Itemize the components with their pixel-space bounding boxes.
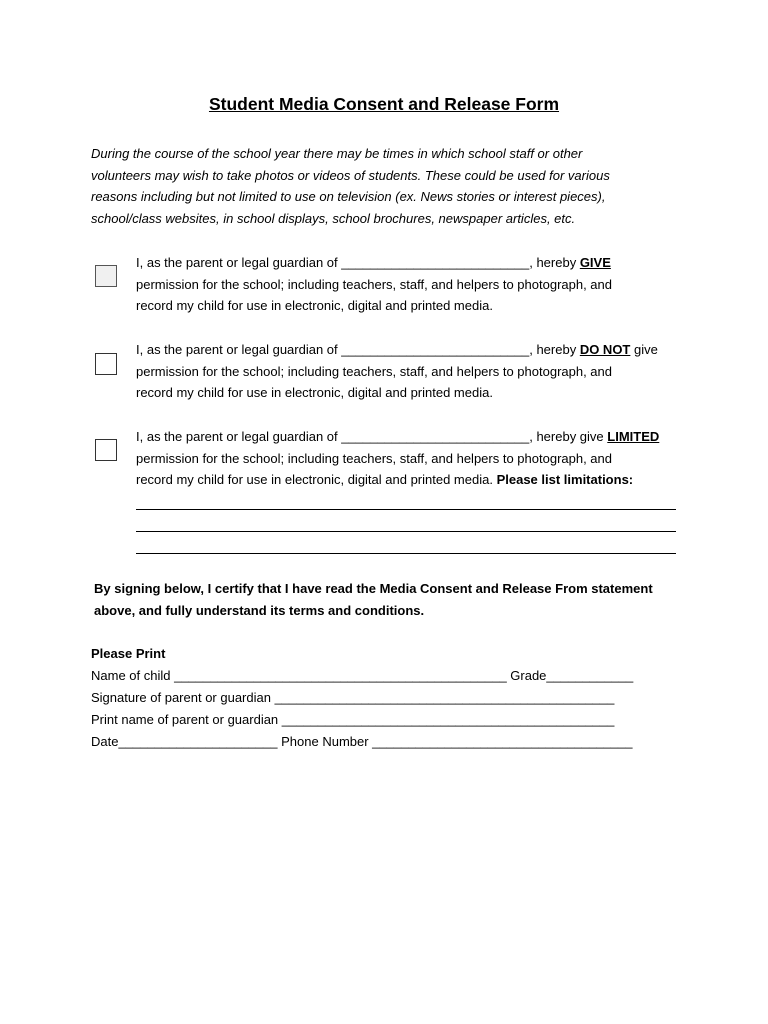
give-emphasis: GIVE [579, 255, 611, 270]
option-text: permission for the school; including teachers, staff, and helpers to photograph, and [136, 276, 612, 292]
intro-line: reasons including but not limited to use on television (ex. News stories or interest pieces), [91, 189, 606, 204]
intro-line: volunteers may wish to take photos or videos of students. These could be used for various [91, 167, 610, 183]
limitations-label: Please list limitations: [496, 472, 634, 488]
certification-statement [94, 578, 694, 621]
form-title: Student Media Consent and Release Form [208, 94, 560, 114]
please-print-heading: Please Print [91, 646, 166, 661]
option-text: permission for the school; including teachers, staff, and helpers to photograph, and [136, 363, 612, 379]
give-permission-checkbox[interactable] [95, 265, 117, 287]
limited-emphasis: LIMITED [607, 429, 660, 444]
option-text: record my child for use in electronic, digital and printed media. [136, 298, 493, 314]
option-text: I, as the parent or legal guardian of __________________________, hereby [136, 255, 580, 270]
limitations-line[interactable] [136, 531, 676, 532]
print-name-field[interactable]: Print name of parent or guardian ______________________________________________ [91, 712, 615, 727]
option-text: record my child for use in electronic, digital and printed media. [136, 385, 493, 401]
signature-field[interactable]: Signature of parent or guardian _______________________________________________ [91, 690, 615, 705]
option-text: I, as the parent or legal guardian of __________________________, hereby [136, 342, 580, 357]
do-not-permission-checkbox[interactable] [95, 353, 117, 375]
certify-line: above, and fully understand its terms and conditions. [94, 602, 425, 618]
give-permission-statement [136, 252, 696, 317]
child-name-field[interactable]: Name of child ______________________________________________ Grade____________ [91, 668, 634, 683]
limited-permission-statement [136, 426, 696, 491]
do-not-emphasis: DO NOT [579, 342, 631, 357]
option-text: I, as the parent or legal guardian of __________________________, hereby give [136, 429, 608, 444]
limitations-line[interactable] [136, 509, 676, 510]
intro-line: During the course of the school year there may be times in which school staff or other [91, 146, 583, 161]
intro-line: school/class websites, in school displays, school brochures, newspaper articles, etc. [91, 210, 576, 226]
certify-line: By signing below, I certify that I have read the Media Consent and Release From statement [94, 581, 653, 596]
do-not-permission-statement [136, 339, 696, 404]
limitations-line[interactable] [136, 553, 676, 554]
signature-fields [91, 643, 651, 753]
option-text: give [630, 342, 658, 357]
option-text: permission for the school; including teachers, staff, and helpers to photograph, and [136, 450, 612, 466]
intro-paragraph [91, 143, 651, 229]
limited-permission-checkbox[interactable] [95, 439, 117, 461]
date-phone-field[interactable]: Date______________________ Phone Number ____________________________________ [91, 734, 633, 749]
option-text: record my child for use in electronic, digital and printed media. [136, 472, 497, 488]
